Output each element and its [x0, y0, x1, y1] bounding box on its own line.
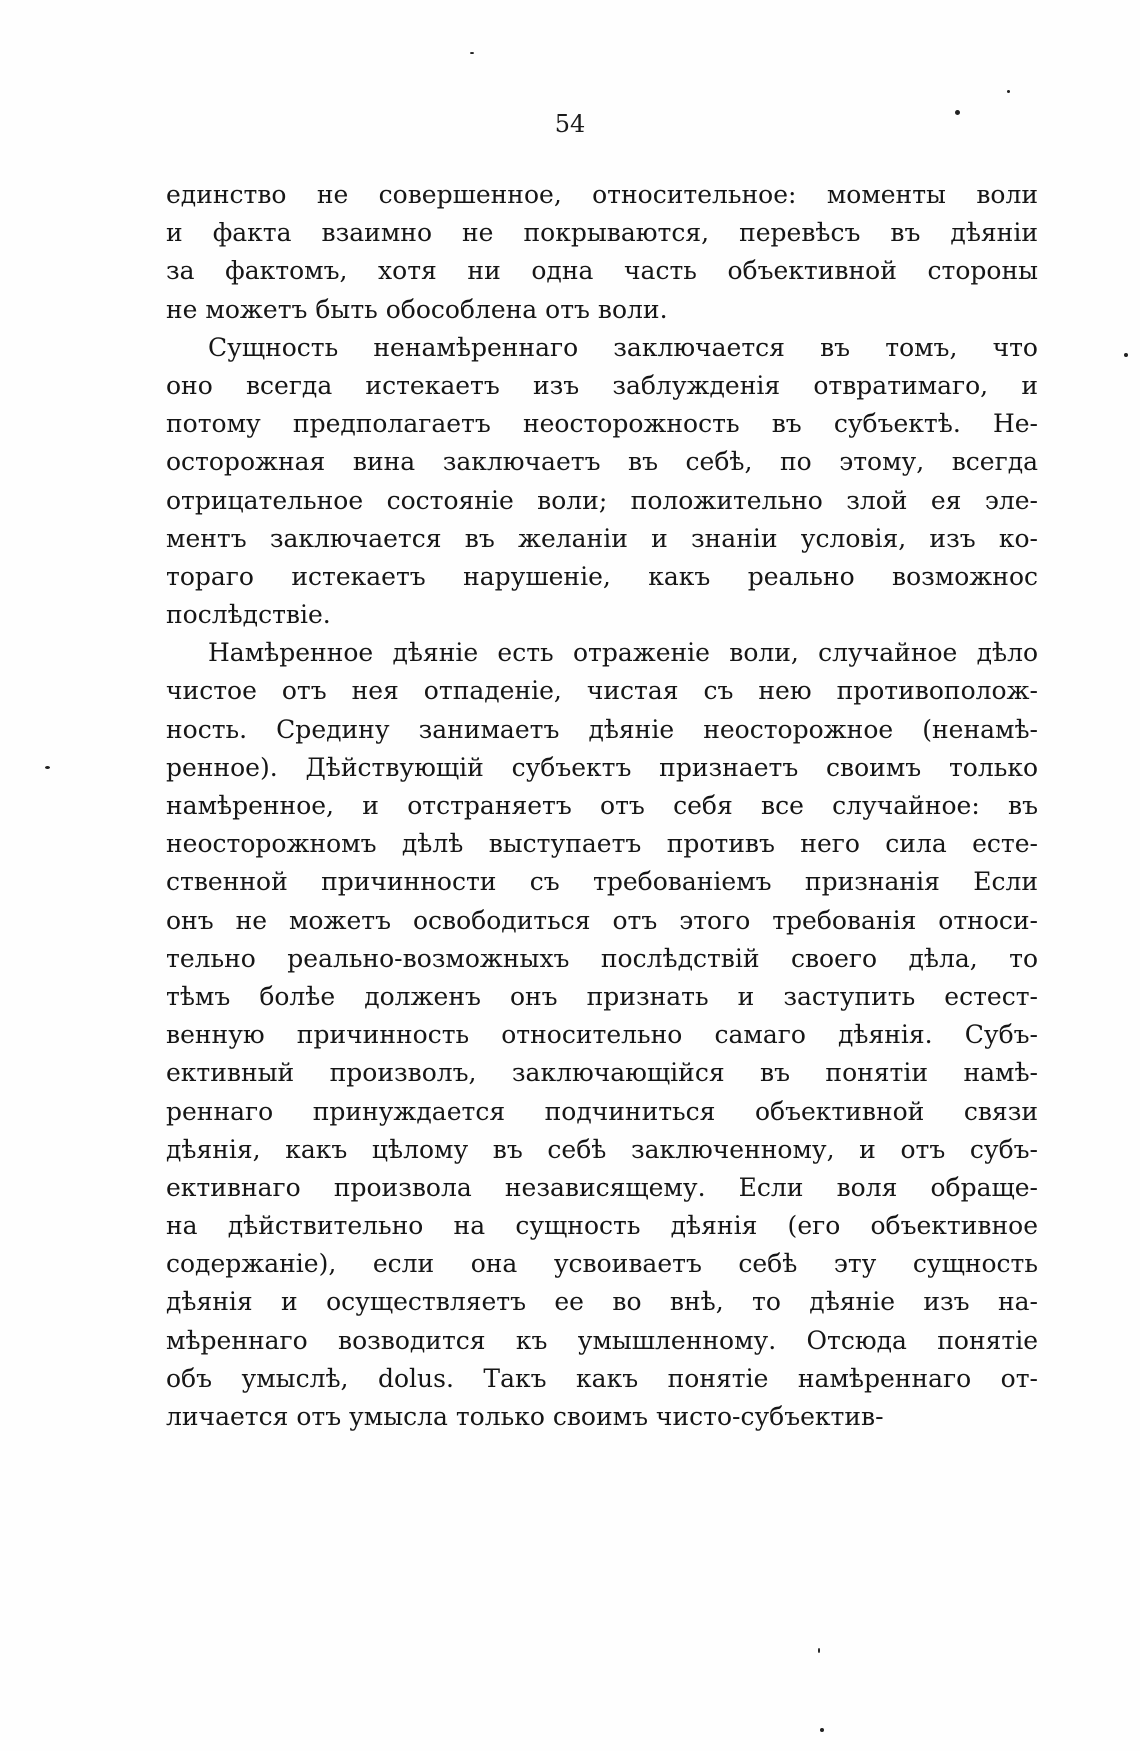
text-line: на дѣйствительно на сущность дѣянія (его объективное: [166, 1211, 1038, 1241]
text-line: объ умыслѣ, dolus. Такъ какъ понятіе намѣреннаго от-: [166, 1363, 1038, 1393]
scan-speck: [955, 110, 960, 115]
scan-speck: [45, 766, 50, 769]
text-line: ренное). Дѣйствующій субъектъ признаетъ своимъ только: [166, 752, 1038, 782]
text-line: Намѣренное дѣяніе есть отраженіе воли, случайное дѣло: [208, 638, 1038, 668]
text-line: отрицательное состояніе воли; положительно злой ея элe-: [166, 485, 1038, 515]
scan-speck: [820, 1728, 824, 1732]
text-line: Сущность ненамѣреннаго заключается въ томъ, что: [208, 332, 1038, 362]
scan-speck: [818, 1648, 820, 1653]
text-line: реннаго принуждается подчиниться объективной связи: [166, 1096, 1038, 1126]
text-line: единство не совершенное, относительное: моменты воли: [166, 180, 1038, 209]
text-line: онъ не можетъ освободиться отъ этого требованія относи-: [166, 905, 1038, 935]
scan-speck: [1124, 353, 1128, 357]
text-line: тораго истекаетъ нарушеніе, какъ реально возможнос: [166, 561, 1038, 591]
text-line: ективнаго произвола независящему. Если воля обраще-: [166, 1172, 1038, 1202]
text-line: ментъ заключается въ желаніи и знаніи условія, изъ ко-: [166, 523, 1038, 553]
page-number: 54: [554, 110, 586, 138]
scan-speck: [1007, 90, 1010, 93]
text-line: личается отъ умысла только своимъ чисто-субъектив-: [166, 1402, 884, 1431]
text-line: чистое отъ нея отпаденіе, чистая съ нею противополож-: [166, 676, 1038, 706]
text-line: ность. Средину занимаетъ дѣяніе неосторожное (ненамѣ-: [166, 714, 1038, 744]
text-line: дѣянія и осуществляетъ ее во внѣ, то дѣяніе изъ на-: [166, 1287, 1038, 1317]
text-line: ективный произволъ, заключающійся въ понятіи намѣ-: [166, 1058, 1038, 1088]
text-line: дѣянія, какъ цѣлому въ себѣ заключенному, и отъ субъ-: [166, 1134, 1038, 1164]
text-line: неосторожномъ дѣлѣ выступаетъ противъ него сила есте-: [166, 829, 1038, 859]
body-text: [166, 176, 1038, 1436]
text-line: и факта взаимно не покрываются, перевѣсъ въ дѣяніи: [166, 218, 1038, 248]
text-line: содержаніе), если она усвоиваетъ себѣ эту сущность: [166, 1249, 1038, 1279]
text-line: послѣдствіе.: [166, 600, 331, 630]
text-line: не можетъ быть обособлена отъ воли.: [166, 294, 668, 324]
text-line: за фактомъ, хотя ни одна часть объективной стороны: [166, 256, 1038, 286]
text-line: мѣреннаго возводится къ умышленному. Отсюда понятіе: [166, 1325, 1038, 1355]
text-line: оно всегда истекаетъ изъ заблужденія отвратимаго, и: [166, 370, 1038, 400]
text-line: тѣмъ болѣе долженъ онъ признать и заступить естест-: [166, 981, 1038, 1011]
text-line: тельно реально-возможныхъ послѣдствій своего дѣла, то: [166, 943, 1038, 973]
text-line: ственной причинности съ требованіемъ признанія Если: [166, 867, 1038, 897]
text-line: намѣренное, и отстраняетъ отъ себя все случайное: въ: [166, 791, 1038, 820]
text-line: осторожная вина заключаетъ въ себѣ, по этому, всегда: [166, 447, 1038, 477]
text-line: венную причинность относительно самаго дѣянія. Субъ-: [166, 1020, 1038, 1050]
scan-speck: [470, 52, 474, 54]
text-line: потому предполагаетъ неосторожность въ субъектѣ. Не-: [166, 409, 1038, 439]
